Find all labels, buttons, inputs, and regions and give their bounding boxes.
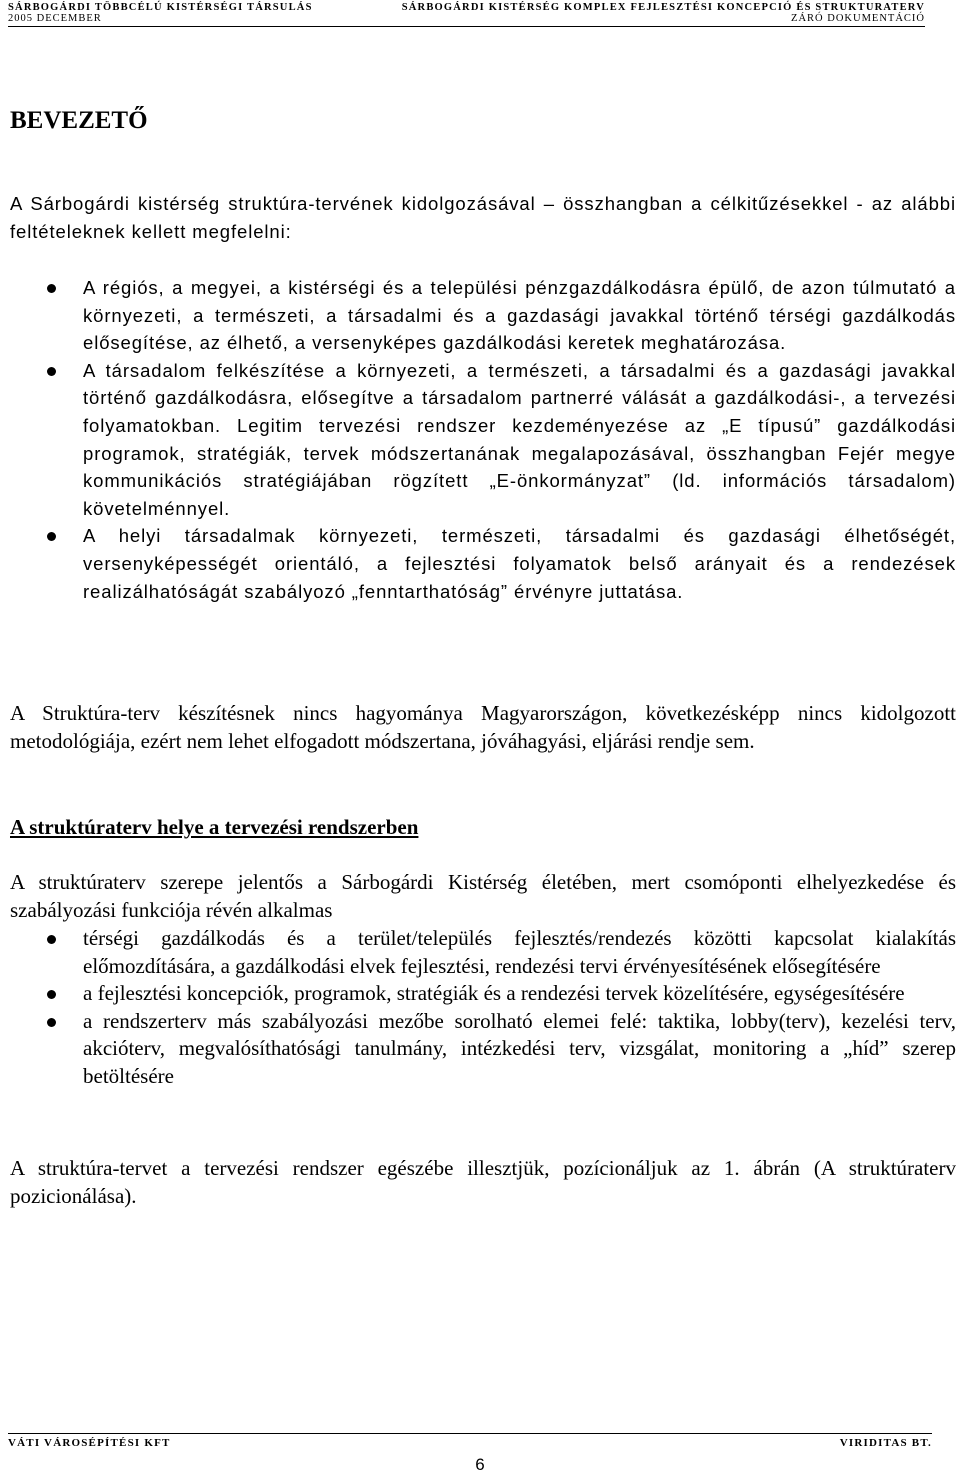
header-date: 2005 DECEMBER (8, 13, 102, 24)
header-doc-type: ZÁRÓ DOKUMENTÁCIÓ (791, 13, 925, 24)
requirements-list (0, 274, 956, 605)
list-item: A társadalom felkészítése a környezeti, a természeti, a társadalmi és a gazdasági javakkal történő gazdálkodásra, elősegítve a társadalom partnerré válását a gazdálkodási-, a tervezési folyamatokban. Legitim tervezési rendszer kezdeményezése az „E típusú” gazdálkodási programok, stratégiák, tervek módszertanának megalapozásával, összhangban Fejér megye kommunikációs stratégiájában rögzített „E-önkormányzat” (ld. információs társadalom) követelménnyel. (0, 357, 956, 523)
role-paragraph: A struktúraterv szerepe jelentős a Sárbogárdi Kistérség életében, mert csomóponti elhelyezkedése és szabályozási funkciója révén alkalmas (10, 870, 956, 922)
list-item: A régiós, a megyei, a kistérségi és a települési pénzgazdálkodásra épülő, de azon túlmutató a környezeti, a természeti, a társadalmi és a gazdasági javakkal történő térségi gazdálkodás elősegítése, az élhető, a versenyképes gazdálkodási keretek meghatározása. (0, 274, 956, 357)
bullet-icon (47, 1018, 56, 1027)
list-item: A helyi társadalmak környezeti, természeti, társadalmi és gazdasági élhetőségét, versenyképességét orientáló, a fejlesztési folyamatok belső arányait és a rendezések realizálhatóságát szabályozó „fenntarthatóság” érvényre juttatása. (0, 522, 956, 605)
header-doc-title: SÁRBOGÁRDI KISTÉRSÉG KOMPLEX FEJLESZTÉSI KONCEPCIÓ ÉS STRUKTURATERV (401, 2, 925, 13)
methodology-paragraph: A Struktúra-terv készítésnek nincs hagyománya Magyarországon, következésképp nincs kidolgozott metodológiája, ezért nem lehet elfogadott módszertana, jóváhagyási, eljárási rendje sem. (10, 701, 956, 753)
bullet-icon (47, 935, 56, 944)
footer-right: VIRIDITAS BT. (839, 1437, 932, 1449)
list-item: térségi gazdálkodás és a terület/település fejlesztés/rendezés közötti kapcsolat kialakítás előmozdítására, a gazdálkodási elvek fejlesztési, rendezési tervi érvényesítésének elősegítésére (0, 925, 956, 980)
bullet-icon (47, 284, 56, 293)
list-item: a rendszerterv más szabályozási mezőbe sorolható elemei felé: taktika, lobby(terv), kezelési terv, akcióterv, megvalósíthatósági tanulmány, intézkedési terv, vizsgálat, monitoring a „híd” szerep betöltésére (0, 1008, 956, 1091)
header-top-row (8, 2, 925, 13)
bullet-icon (47, 532, 56, 541)
footer-divider (8, 1433, 932, 1434)
positioning-paragraph: A struktúra-tervet a tervezési rendszer egészébe illesztjük, pozícionáljuk az 1. ábrán (A struktúraterv pozicionálása). (10, 1156, 956, 1208)
bullet-icon (47, 367, 56, 376)
page-title: BEVEZETŐ (10, 107, 148, 134)
header-org: SÁRBOGÁRDI TÖBBCÉLÚ KISTÉRSÉGI TÁRSULÁS (8, 2, 313, 13)
intro-paragraph: A Sárbogárdi kistérség struktúra-tervének kidolgozásával – összhangban a célkitűzésekkel - az alábbi feltételeknek kellett megfelelni: (10, 193, 956, 242)
footer (8, 1437, 932, 1449)
page-number: 6 (475, 1455, 485, 1474)
header-bottom-row (8, 13, 925, 24)
section-heading: A struktúraterv helye a tervezési rendszerben (10, 815, 419, 839)
bullet-icon (47, 990, 56, 999)
role-list (0, 925, 956, 1090)
footer-left: VÁTI VÁROSÉPÍTÉSI KFT (8, 1437, 171, 1449)
list-item: a fejlesztési koncepciók, programok, stratégiák és a rendezési tervek közelítésére, egységesítésére (0, 980, 956, 1008)
header-divider (8, 26, 925, 27)
